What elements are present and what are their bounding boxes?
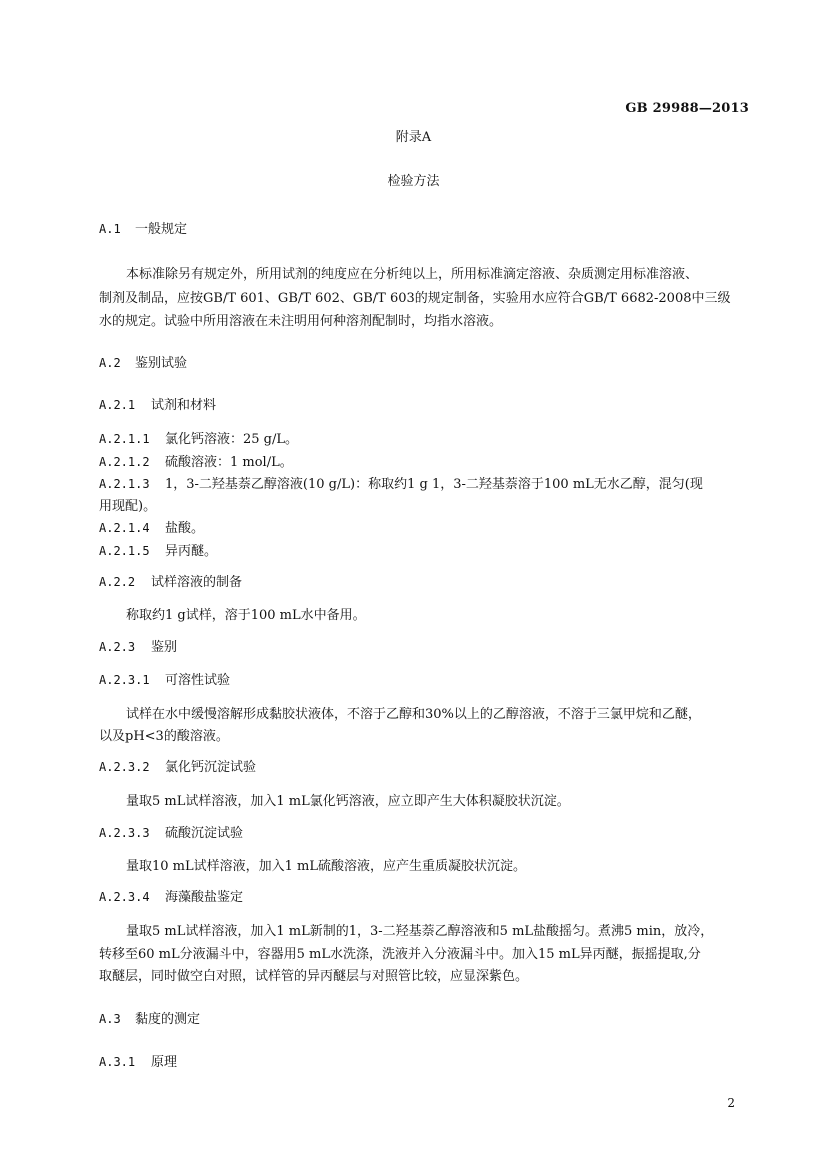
heading-a21 xyxy=(99,394,216,413)
paragraph-line: 量取5 mL试样溶液，加入1 mL氯化钙溶液，应立即产生大体积凝胶状沉淀。 xyxy=(126,794,570,809)
item-text: 1，3-二羟基萘乙醇溶液(10 g/L)：称取约1 g 1，3-二羟基萘溶于100 mL无水乙醇，混匀(现 xyxy=(165,477,703,492)
item-text: 异丙醚。 xyxy=(165,544,218,559)
paragraph-line: 称取约1 g试样，溶于100 mL水中备用。 xyxy=(126,608,366,623)
heading-title: 一般规定 xyxy=(135,222,188,237)
item-number: A.2.1.1 xyxy=(99,432,150,446)
paragraph-line: 制剂及制品，应按GB/T 601、GB/T 602、GB/T 603的规定制备，实验用水应符合GB/T 6682-2008中三级 xyxy=(99,291,731,306)
appendix-title: 附录A xyxy=(395,130,432,145)
standard-code: GB 29988—2013 xyxy=(625,101,749,116)
heading-a23 xyxy=(99,636,177,655)
heading-number: A.3 xyxy=(99,1012,121,1026)
item-number: A.2.1.4 xyxy=(99,521,150,535)
item-text: 盐酸。 xyxy=(165,521,205,536)
item-a215 xyxy=(99,540,217,559)
item-a213 xyxy=(99,473,703,492)
heading-number: A.2.3 xyxy=(99,640,136,654)
heading-number: A.2.1 xyxy=(99,398,136,412)
heading-a31 xyxy=(99,1051,177,1070)
heading-title: 氯化钙沉淀试验 xyxy=(165,760,257,775)
heading-number: A.2.3.1 xyxy=(99,673,150,687)
heading-number: A.2 xyxy=(99,356,121,370)
heading-title: 硫酸沉淀试验 xyxy=(165,826,244,841)
heading-number: A.3.1 xyxy=(99,1055,136,1069)
item-a214 xyxy=(99,517,204,536)
heading-title: 黏度的测定 xyxy=(135,1012,201,1027)
item-a211 xyxy=(99,428,298,447)
item-number: A.2.1.2 xyxy=(99,455,150,469)
paragraph-line: 试样在水中缓慢溶解形成黏胶状液体，不溶于乙醇和30%以上的乙醇溶液，不溶于三氯甲烷和乙醚， xyxy=(126,707,701,722)
paragraph-line: 取醚层，同时做空白对照，试样管的异丙醚层与对照管比较，应显深紫色。 xyxy=(99,969,529,984)
heading-title: 海藻酸盐鉴定 xyxy=(165,890,244,905)
heading-a2 xyxy=(99,352,187,371)
heading-number: A.2.2 xyxy=(99,575,136,589)
item-number: A.2.1.3 xyxy=(99,477,150,491)
heading-a234 xyxy=(99,886,243,905)
heading-title: 原理 xyxy=(151,1055,178,1070)
heading-a231 xyxy=(99,669,230,688)
heading-title: 试样溶液的制备 xyxy=(151,575,243,590)
heading-number: A.1 xyxy=(99,222,121,236)
heading-a232 xyxy=(99,756,256,775)
heading-a1 xyxy=(99,218,187,237)
heading-number: A.2.3.2 xyxy=(99,760,150,774)
heading-a22 xyxy=(99,571,242,590)
item-text: 氯化钙溶液：25 g/L。 xyxy=(165,432,299,447)
paragraph-line: 水的规定。试验中所用溶液在未注明用何种溶剂配制时，均指水溶液。 xyxy=(99,314,503,329)
heading-title: 鉴别 xyxy=(151,640,178,655)
paragraph-line: 量取10 mL试样溶液，加入1 mL硫酸溶液，应产生重质凝胶状沉淀。 xyxy=(126,859,526,874)
heading-a233 xyxy=(99,822,243,841)
item-text: 硫酸溶液：1 mol/L。 xyxy=(165,455,293,470)
item-a213-continuation: 用现配)。 xyxy=(99,499,157,514)
heading-number: A.2.3.4 xyxy=(99,890,150,904)
heading-a3 xyxy=(99,1008,200,1027)
item-a212 xyxy=(99,451,293,470)
paragraph-line: 量取5 mL试样溶液，加入1 mL新制的1，3-二羟基萘乙醇溶液和5 mL盐酸摇匀。煮沸5 min，放冷， xyxy=(126,924,714,939)
heading-number: A.2.3.3 xyxy=(99,826,150,840)
paragraph-line: 本标准除另有规定外，所用试剂的纯度应在分析纯以上，所用标准滴定溶液、杂质测定用标准溶液、 xyxy=(126,267,699,282)
heading-title: 可溶性试验 xyxy=(165,673,231,688)
heading-title: 试剂和材料 xyxy=(151,398,217,413)
page-number: 2 xyxy=(727,1096,735,1110)
paragraph-line: 以及pH<3的酸溶液。 xyxy=(99,729,229,744)
paragraph-line: 转移至60 mL分液漏斗中，容器用5 mL水洗涤，洗液并入分液漏斗中。加入15 mL异丙醚，振摇提取,分 xyxy=(99,947,701,962)
heading-title: 鉴别试验 xyxy=(135,356,188,371)
item-number: A.2.1.5 xyxy=(99,544,150,558)
appendix-subtitle: 检验方法 xyxy=(387,174,440,189)
